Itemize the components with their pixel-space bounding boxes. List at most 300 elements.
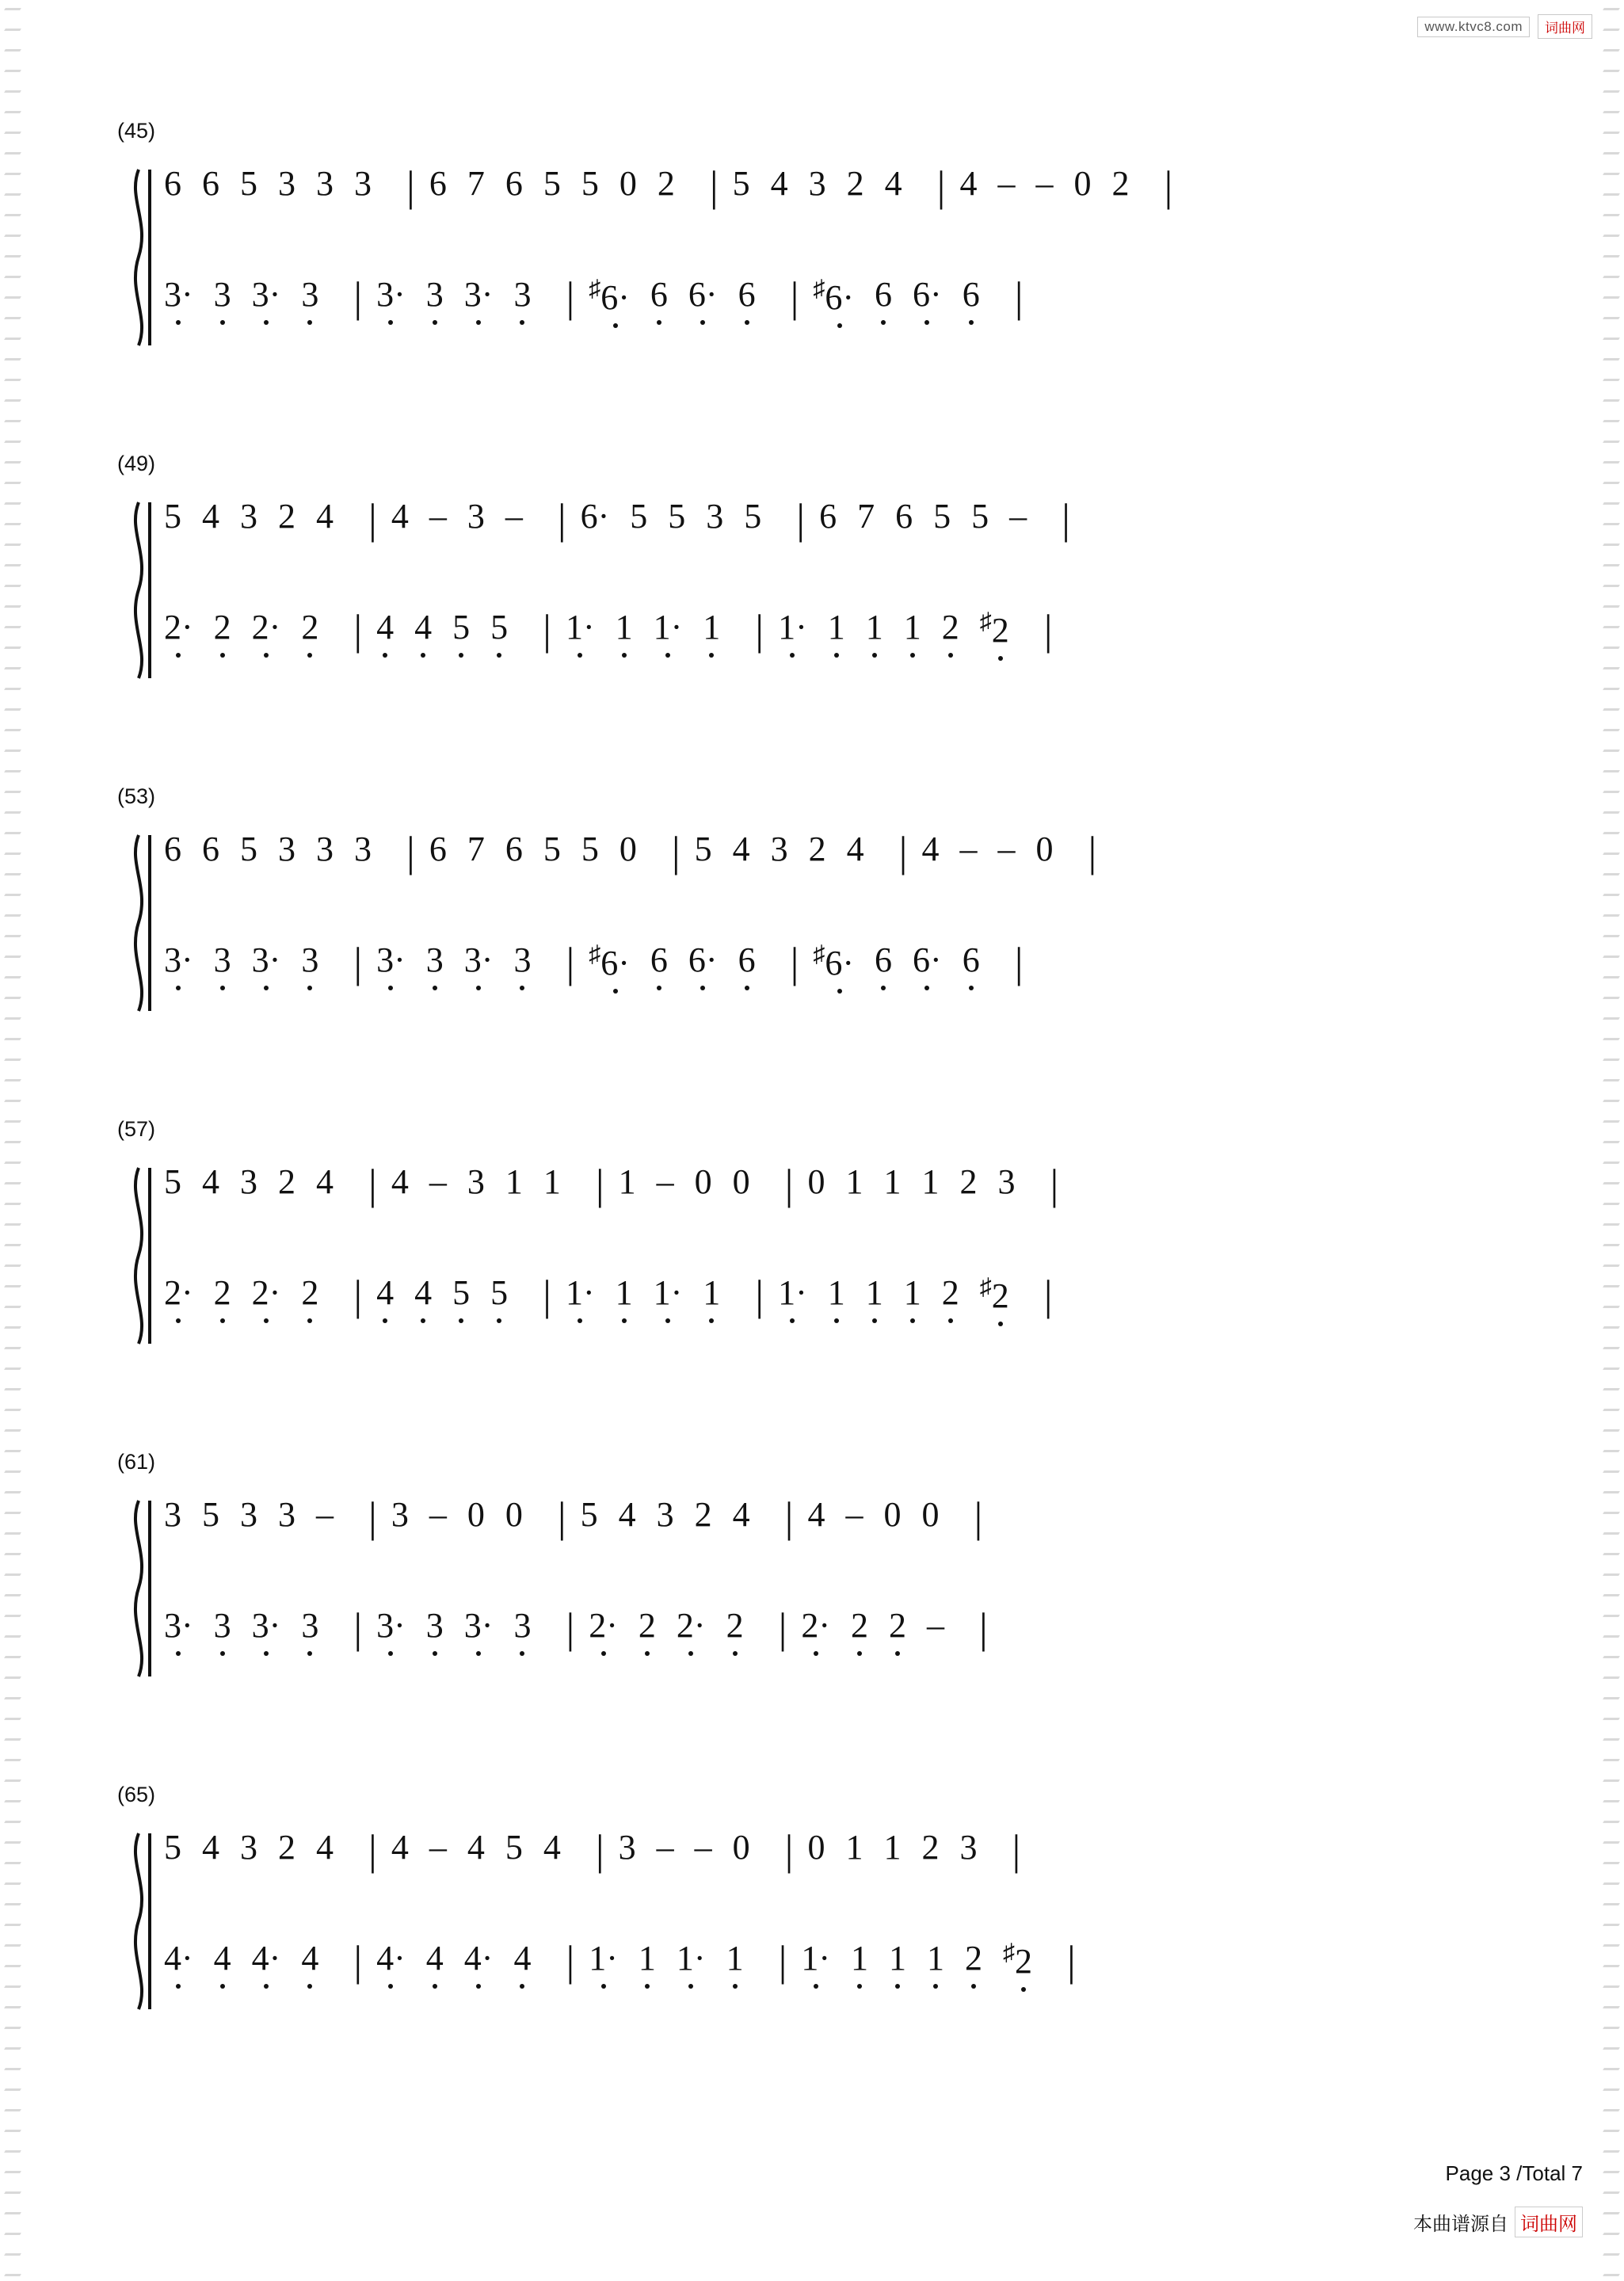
note-glyph: 2 (213, 1273, 231, 1312)
grand-staff (123, 1161, 1489, 1347)
note-glyph: 4 (391, 1162, 409, 1201)
edge-tick (1603, 2253, 1620, 2256)
edge-tick (4, 1079, 21, 1081)
note-glyph: 1 (865, 1273, 883, 1312)
footer-note: 本曲谱源自 (1413, 2214, 1508, 2235)
note-glyph: – (505, 497, 523, 536)
note (732, 1162, 750, 1201)
barline: | (1062, 495, 1070, 543)
note-glyph: 0 (1035, 830, 1054, 868)
note (997, 1162, 1016, 1201)
edge-tick (1603, 1594, 1620, 1596)
note-glyph: 1· (565, 608, 595, 647)
sharp-accidental: ♯ (979, 608, 992, 635)
edge-tick (1603, 2068, 1620, 2070)
edge-tick (4, 276, 21, 278)
note (429, 1497, 447, 1532)
note (464, 1608, 494, 1643)
edge-tick (1603, 132, 1620, 134)
edge-tick (1603, 1841, 1620, 1844)
note-glyph: 5 (668, 497, 686, 536)
note-glyph: 6 (875, 275, 893, 314)
upper-staff-row (164, 1161, 1489, 1233)
note (202, 499, 219, 534)
measure-number: (45) (117, 119, 156, 143)
note-glyph: – (845, 1495, 863, 1534)
note-glyph: 3 (278, 164, 295, 203)
edge-tick (1603, 2027, 1620, 2029)
note-glyph: 3 (425, 275, 444, 314)
edge-tick (1603, 873, 1620, 875)
note-glyph: 1 (827, 1273, 845, 1312)
edge-tick (4, 502, 21, 505)
note (278, 1162, 295, 1201)
note-glyph: 2 (959, 1162, 978, 1201)
note (426, 1608, 444, 1643)
note-glyph: 4 (618, 1495, 636, 1534)
upper-staff-row (164, 828, 1489, 900)
note (694, 1162, 712, 1201)
note-glyph: 3· (463, 1606, 494, 1645)
note-glyph: 6· (825, 943, 855, 982)
barline: | (755, 606, 764, 654)
note-glyph: 4 (301, 1939, 319, 1978)
edge-tick (4, 2006, 21, 2008)
note-glyph: 3· (376, 940, 406, 979)
sharp-accidental: ♯ (1003, 1940, 1016, 1966)
note-glyph: 2 (991, 1276, 1009, 1315)
note (589, 277, 630, 315)
note-glyph: 2 (808, 830, 826, 868)
note-glyph: 0 (1073, 164, 1092, 203)
note-glyph: 0 (467, 1495, 485, 1534)
note-glyph: 5 (744, 497, 762, 536)
note (688, 940, 718, 979)
note-glyph: 1· (565, 1273, 595, 1312)
edge-tick (1603, 688, 1620, 690)
note (164, 1273, 193, 1312)
note-glyph: 1 (615, 608, 633, 647)
note (164, 1830, 181, 1865)
edge-tick (4, 1841, 21, 1844)
note-glyph: 2 (846, 164, 864, 203)
barline: | (778, 1937, 787, 1985)
note (414, 610, 432, 645)
edge-tick (1603, 956, 1620, 958)
edge-tick (4, 90, 21, 93)
note (252, 277, 281, 312)
edge-tick (4, 173, 21, 175)
note (965, 1941, 982, 1976)
edge-tick (1603, 1450, 1620, 1452)
sharp-accidental: ♯ (589, 941, 601, 967)
note (589, 1941, 618, 1976)
note (845, 1830, 863, 1865)
edge-tick (1603, 1347, 1620, 1349)
note (619, 166, 637, 201)
note (703, 1273, 721, 1312)
lower-staff-row (164, 273, 1489, 345)
note (251, 940, 281, 979)
note (301, 1273, 319, 1312)
note (376, 277, 406, 312)
note (202, 1162, 219, 1201)
note (376, 1608, 406, 1643)
note (677, 1941, 706, 1976)
note (589, 943, 630, 981)
note-glyph: 3 (240, 497, 257, 536)
edge-tick (4, 564, 21, 566)
note (865, 1273, 883, 1312)
note-glyph: – (429, 1828, 447, 1867)
edge-tick (1603, 1079, 1620, 1081)
edge-tick (4, 1450, 21, 1452)
note (875, 277, 892, 312)
barline: | (1014, 939, 1024, 986)
note (316, 1162, 334, 1201)
note-glyph: 0 (732, 1162, 750, 1201)
note (650, 277, 668, 312)
barline: | (368, 1161, 377, 1208)
note-glyph: 6· (913, 275, 942, 314)
measure-number: (61) (117, 1450, 156, 1474)
edge-tick (1603, 420, 1620, 422)
note-glyph: 3 (316, 164, 334, 203)
note (959, 1830, 977, 1865)
edge-tick (1603, 173, 1620, 175)
edge-tick (1603, 1553, 1620, 1555)
edge-tick (1603, 255, 1620, 257)
note (240, 1830, 257, 1865)
note-glyph: 5 (732, 164, 750, 203)
note-glyph: 1 (703, 1273, 721, 1312)
edge-tick (4, 1017, 21, 1020)
note (214, 277, 231, 312)
edge-tick (4, 2109, 21, 2111)
note-glyph: 3 (391, 1495, 409, 1534)
note-glyph: 6· (600, 943, 630, 982)
note (866, 610, 883, 645)
edge-tick (4, 997, 21, 999)
note (927, 1941, 944, 1976)
note-glyph: 0 (694, 1162, 712, 1201)
grand-staff (123, 828, 1489, 1014)
edge-tick (4, 647, 21, 649)
note-glyph: 3· (164, 275, 193, 314)
edge-tick (4, 296, 21, 299)
edge-tick (4, 2171, 21, 2173)
edge-tick (4, 1573, 21, 1576)
note-glyph: 4 (807, 1495, 825, 1534)
note (971, 499, 989, 534)
note-glyph: 0 (807, 1162, 825, 1201)
edge-tick (4, 399, 21, 402)
note-glyph: 6· (688, 940, 718, 979)
edge-tick (4, 379, 21, 381)
edge-tick (1603, 2191, 1620, 2194)
note (809, 166, 826, 201)
edge-tick (1603, 1697, 1620, 1699)
note (801, 1941, 830, 1976)
note-glyph: 3 (425, 1606, 444, 1645)
note-glyph: 3· (251, 1606, 281, 1645)
edge-tick (1603, 770, 1620, 772)
note (543, 166, 561, 201)
note (164, 1941, 193, 1976)
edge-tick (1603, 1532, 1620, 1535)
note (895, 499, 913, 534)
note-glyph: 2 (921, 1828, 940, 1867)
note-glyph: 3 (513, 940, 532, 979)
edge-tick (1603, 193, 1620, 196)
edge-tick (1603, 544, 1620, 546)
note-glyph: 2 (301, 608, 319, 647)
barline: | (353, 1604, 363, 1652)
edge-tick (4, 976, 21, 978)
edge-tick (1603, 2150, 1620, 2153)
barline: | (784, 1826, 794, 1874)
note-glyph: 1 (845, 1162, 863, 1201)
note (543, 1830, 561, 1865)
edge-tick (4, 1038, 21, 1040)
edge-tick (1603, 49, 1620, 51)
note-glyph: 3· (463, 940, 494, 979)
edge-tick (1603, 832, 1620, 834)
edge-tick (1603, 1924, 1620, 1926)
note (464, 1941, 494, 1976)
barline: | (1050, 1161, 1059, 1208)
note-glyph: 5 (694, 830, 712, 868)
edge-tick (1603, 1141, 1620, 1143)
note-glyph: 1 (851, 1939, 869, 1978)
edge-tick (4, 1965, 21, 1967)
note (615, 1273, 633, 1312)
edge-tick (1603, 2047, 1620, 2050)
note (778, 1273, 807, 1312)
note (252, 1608, 281, 1643)
note (301, 940, 319, 979)
upper-staff-row (164, 162, 1489, 235)
note-glyph: 4 (425, 1939, 444, 1978)
note (278, 832, 295, 867)
note-glyph: 0 (732, 1828, 750, 1867)
note (565, 1273, 595, 1312)
edge-tick (4, 605, 21, 608)
edge-tick (1603, 853, 1620, 855)
edge-tick (1603, 2274, 1620, 2276)
note (429, 499, 447, 534)
note (581, 499, 610, 534)
edge-tick (4, 482, 21, 484)
note (467, 1162, 485, 1201)
note (429, 166, 447, 201)
note-glyph: 2 (301, 1273, 319, 1312)
edge-tick (1603, 296, 1620, 299)
edge-tick (1603, 338, 1620, 340)
edge-tick (4, 1532, 21, 1535)
edge-tick (4, 1223, 21, 1226)
note-glyph: 1 (505, 1162, 523, 1201)
edge-tick (4, 1594, 21, 1596)
edge-tick (1603, 1821, 1620, 1823)
note-glyph: 3 (164, 1495, 181, 1534)
measure-number: (65) (117, 1783, 156, 1806)
note-glyph: 6· (825, 277, 855, 317)
page-edge-left (0, 0, 27, 2281)
edge-tick (1603, 2171, 1620, 2173)
note-glyph: 3· (376, 275, 406, 314)
note-glyph: 1 (903, 1273, 921, 1312)
note (164, 1497, 181, 1532)
edge-tick (1603, 502, 1620, 505)
note-glyph: 3 (301, 1606, 319, 1645)
measure-number: (53) (117, 784, 156, 808)
edge-tick (4, 585, 21, 587)
note (883, 1162, 902, 1201)
note (467, 1830, 485, 1865)
note-glyph: 6 (164, 164, 181, 203)
upper-staff-row (164, 495, 1489, 567)
note-glyph: 2 (278, 497, 295, 536)
note-glyph: 3 (213, 275, 231, 314)
note-glyph: 1 (903, 608, 921, 647)
brace (123, 832, 154, 1014)
edge-tick (1603, 1038, 1620, 1040)
note (214, 610, 231, 645)
note-glyph: 2· (164, 1273, 193, 1312)
note (164, 832, 181, 867)
note (827, 1273, 845, 1312)
note (452, 610, 470, 645)
note (391, 1497, 409, 1532)
note (164, 610, 193, 645)
note-glyph: 3 (425, 940, 444, 979)
note (202, 1497, 219, 1532)
page-edge-right (1597, 0, 1624, 2281)
sharp-accidental: ♯ (979, 1274, 992, 1300)
edge-tick (4, 1924, 21, 1926)
note (813, 277, 854, 315)
note (213, 1273, 231, 1312)
note-glyph: 4 (391, 1828, 409, 1867)
note-glyph: 5 (240, 164, 257, 203)
edge-tick (1603, 605, 1620, 608)
note (963, 277, 980, 312)
edge-tick (4, 1512, 21, 1514)
note-glyph: 4 (202, 1162, 219, 1201)
note-glyph: 2 (889, 1606, 907, 1645)
note (654, 610, 683, 645)
note (505, 832, 523, 867)
edge-tick (1603, 1635, 1620, 1638)
barline: | (353, 1272, 363, 1319)
edge-tick (1603, 482, 1620, 484)
edge-tick (4, 1244, 21, 1246)
edge-tick (1603, 1306, 1620, 1308)
note-glyph: 3 (656, 1495, 674, 1534)
note-glyph: 1 (883, 1828, 902, 1867)
note-glyph: 5 (543, 164, 561, 203)
note-glyph: 3 (513, 275, 532, 314)
note (733, 166, 750, 201)
note-glyph: 3· (251, 940, 281, 979)
edge-tick (4, 1944, 21, 1947)
note-glyph: 3 (467, 497, 485, 536)
edge-tick (1603, 1718, 1620, 1720)
note (278, 166, 295, 201)
note (581, 832, 599, 867)
edge-tick (4, 70, 21, 72)
edge-tick (1603, 1429, 1620, 1432)
note (959, 1162, 978, 1201)
edge-tick (4, 420, 21, 422)
note (1035, 166, 1053, 201)
edge-tick (1603, 1491, 1620, 1493)
edge-tick (1603, 914, 1620, 917)
note-glyph: 6 (164, 830, 181, 868)
note-glyph: 1 (618, 1162, 636, 1201)
note (467, 1497, 485, 1532)
note (513, 277, 531, 312)
note (851, 1608, 868, 1643)
note-glyph: 4 (376, 608, 395, 647)
note-glyph: 5 (581, 830, 599, 868)
note-glyph: 0 (619, 164, 637, 203)
note (650, 940, 668, 979)
note-glyph: 5 (971, 497, 989, 536)
note-glyph: 0 (505, 1495, 523, 1534)
note-glyph: 1· (778, 1273, 807, 1312)
note-glyph: 3 (997, 1162, 1016, 1201)
barline: | (566, 273, 575, 321)
note (1111, 166, 1129, 201)
edge-tick (1603, 1100, 1620, 1102)
note-glyph: 5 (202, 1495, 219, 1534)
note (616, 610, 633, 645)
note-glyph: 5 (933, 497, 951, 536)
note-glyph: 5 (240, 830, 257, 868)
note (639, 1608, 656, 1643)
edge-tick (1603, 1388, 1620, 1390)
note (847, 166, 864, 201)
edge-tick (4, 2027, 21, 2029)
edge-tick (4, 461, 21, 463)
grand-staff (123, 162, 1489, 349)
note (240, 1497, 257, 1532)
note-glyph: 2· (251, 1273, 281, 1312)
edge-tick (1603, 1573, 1620, 1576)
lower-staff-row (164, 939, 1489, 1011)
note (857, 499, 875, 534)
edge-tick (4, 214, 21, 216)
edge-tick (1603, 1182, 1620, 1184)
barline: | (898, 828, 908, 875)
edge-tick (1603, 1017, 1620, 1020)
note-glyph: – (656, 1828, 674, 1867)
edge-tick (4, 1491, 21, 1493)
note-glyph: 2 (965, 1939, 983, 1978)
note (581, 1497, 598, 1532)
note-glyph: 1· (653, 1273, 683, 1312)
note-glyph: 3· (164, 1606, 193, 1645)
edge-tick (1603, 523, 1620, 525)
note-glyph: 4 (846, 830, 864, 868)
edge-tick (1603, 2088, 1620, 2091)
watermark-site: 词曲网 (1538, 14, 1592, 39)
note (164, 166, 181, 201)
note (240, 166, 257, 201)
edge-tick (4, 358, 21, 360)
